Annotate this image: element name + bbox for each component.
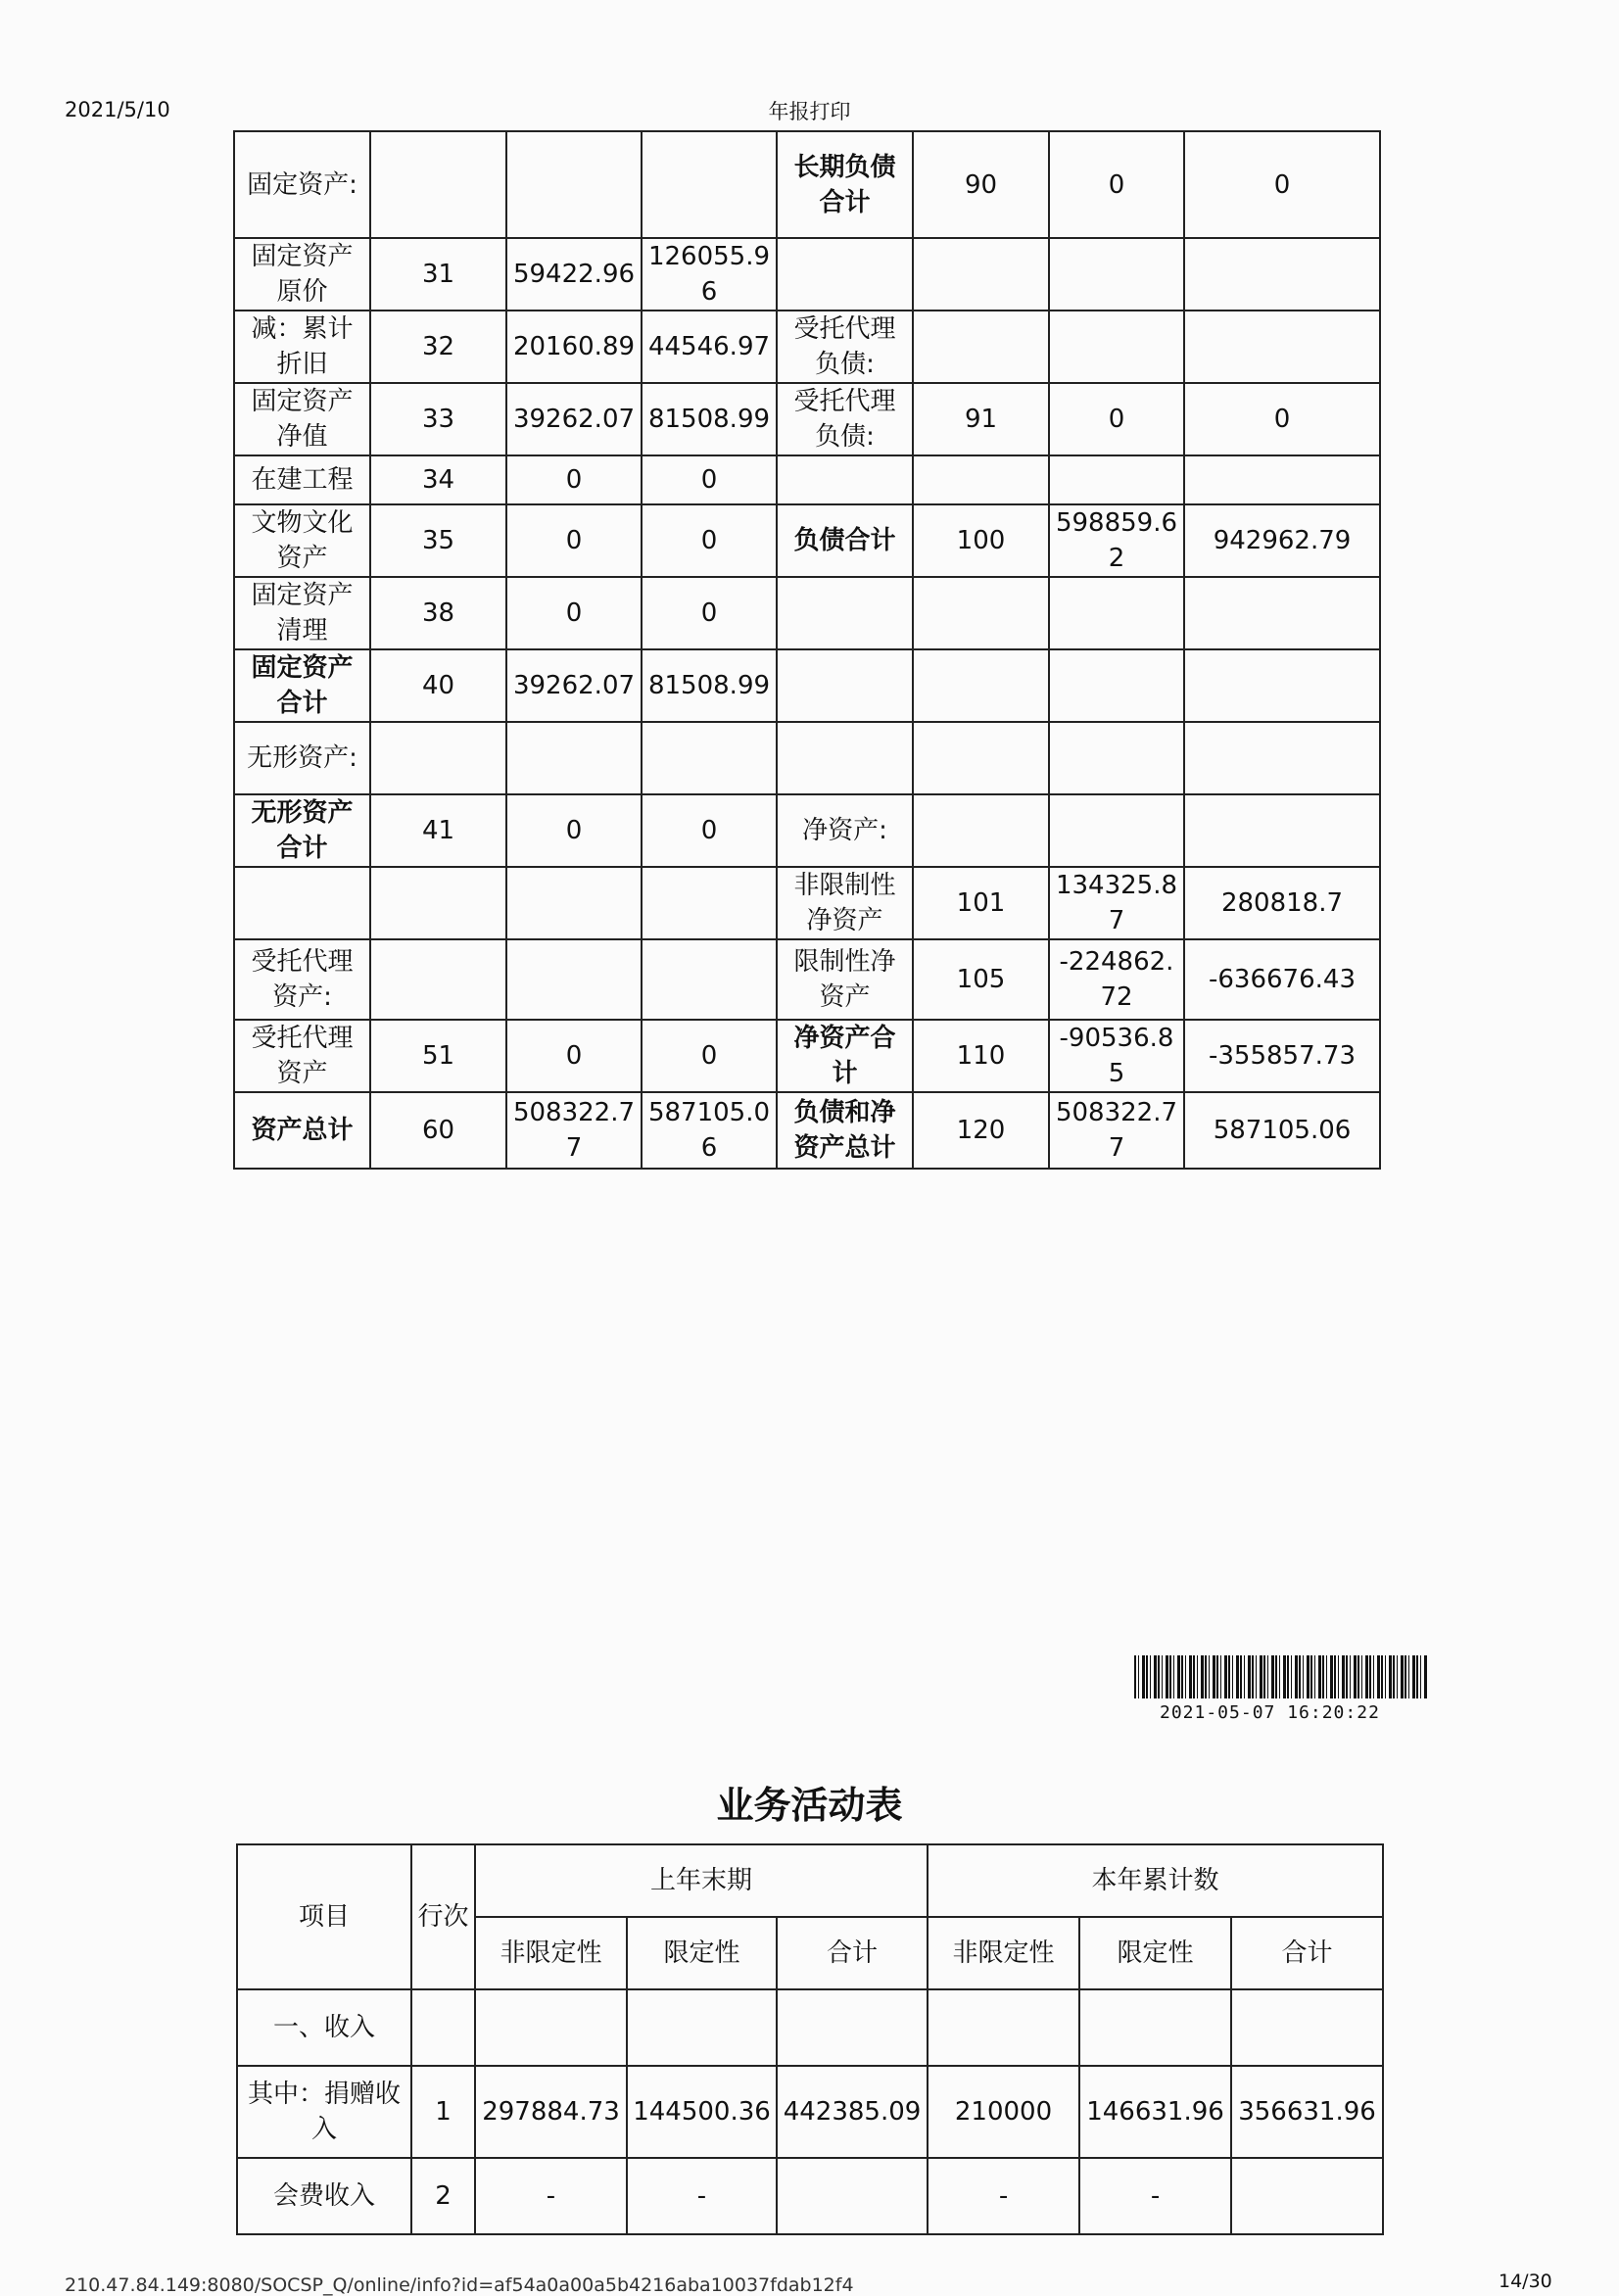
- balance-cell: 90: [913, 131, 1049, 238]
- balance-cell: 32: [370, 311, 506, 383]
- balance-cell: 0: [642, 577, 777, 649]
- activity-cell: 210000: [928, 2066, 1079, 2158]
- balance-cell: [370, 867, 506, 939]
- balance-cell: 0: [506, 455, 642, 504]
- balance-row: [234, 1020, 1380, 1092]
- activity-row: [237, 2066, 1383, 2158]
- balance-cell: [913, 455, 1049, 504]
- balance-cell: 91: [913, 383, 1049, 455]
- balance-cell: 0: [642, 504, 777, 577]
- balance-cell: 无形资产合计: [234, 794, 370, 867]
- balance-cell: 0: [506, 577, 642, 649]
- balance-row: [234, 504, 1380, 577]
- balance-row: [234, 455, 1380, 504]
- balance-cell: 126055.96: [642, 238, 777, 311]
- barcode-image: [1134, 1655, 1428, 1698]
- balance-cell: 长期负债合计: [777, 131, 913, 238]
- activity-cell: -: [1079, 2158, 1231, 2234]
- balance-cell: 负债和净资产总计: [777, 1092, 913, 1169]
- balance-row: [234, 577, 1380, 649]
- balance-cell: 受托代理资产:: [234, 939, 370, 1020]
- balance-row: [234, 794, 1380, 867]
- balance-cell: [777, 238, 913, 311]
- balance-cell: [506, 722, 642, 794]
- balance-cell: -636676.43: [1184, 939, 1380, 1020]
- balance-cell: 134325.87: [1049, 867, 1184, 939]
- balance-cell: 限制性净资产: [777, 939, 913, 1020]
- balance-cell: [1049, 722, 1184, 794]
- balance-cell: 20160.89: [506, 311, 642, 383]
- balance-cell: [777, 455, 913, 504]
- balance-cell: 39262.07: [506, 649, 642, 722]
- balance-cell: [777, 722, 913, 794]
- balance-cell: [913, 577, 1049, 649]
- activity-cell: 442385.09: [777, 2066, 928, 2158]
- balance-cell: 942962.79: [1184, 504, 1380, 577]
- balance-cell: [370, 939, 506, 1020]
- balance-cell: 508322.77: [1049, 1092, 1184, 1169]
- balance-cell: 508322.77: [506, 1092, 642, 1169]
- balance-cell: 60: [370, 1092, 506, 1169]
- balance-cell: [506, 939, 642, 1020]
- balance-row: [234, 131, 1380, 238]
- balance-cell: [642, 867, 777, 939]
- balance-cell: [1049, 311, 1184, 383]
- balance-cell: [1184, 238, 1380, 311]
- balance-cell: 受托代理负债:: [777, 311, 913, 383]
- activity-cell: 146631.96: [1079, 2066, 1231, 2158]
- activity-cell: 一、收入: [237, 1989, 411, 2066]
- activity-cell: [777, 2158, 928, 2234]
- balance-cell: 0: [506, 794, 642, 867]
- balance-cell: 40: [370, 649, 506, 722]
- page-number: 14/30: [1499, 2271, 1552, 2292]
- activity-subheader: 非限定性: [928, 1917, 1079, 1989]
- barcode-timestamp: 2021-05-07 16:20:22: [1160, 1702, 1380, 1723]
- balance-cell: 0: [642, 455, 777, 504]
- balance-cell: [1049, 649, 1184, 722]
- balance-sheet-table: [233, 130, 1381, 1170]
- balance-cell: 38: [370, 577, 506, 649]
- balance-cell: [506, 867, 642, 939]
- balance-cell: 81508.99: [642, 649, 777, 722]
- balance-cell: [506, 131, 642, 238]
- activity-cell: 其中：捐赠收入: [237, 2066, 411, 2158]
- balance-cell: [913, 238, 1049, 311]
- balance-cell: 0: [506, 504, 642, 577]
- activity-cell: [411, 1989, 475, 2066]
- balance-cell: 净资产合计: [777, 1020, 913, 1092]
- balance-cell: 固定资产原价: [234, 238, 370, 311]
- balance-cell: 0: [1049, 383, 1184, 455]
- activity-cell: 1: [411, 2066, 475, 2158]
- balance-cell: -355857.73: [1184, 1020, 1380, 1092]
- balance-cell: [913, 649, 1049, 722]
- balance-cell: [1184, 722, 1380, 794]
- balance-cell: 固定资产:: [234, 131, 370, 238]
- balance-cell: 0: [1184, 131, 1380, 238]
- balance-cell: 固定资产合计: [234, 649, 370, 722]
- balance-cell: [234, 867, 370, 939]
- activity-cell: -: [928, 2158, 1079, 2234]
- activity-row: [237, 2158, 1383, 2234]
- activity-header-line: 行次: [411, 1844, 475, 1989]
- print-date: 2021/5/10: [65, 98, 170, 121]
- print-title: 年报打印: [768, 100, 851, 123]
- balance-cell: [1184, 311, 1380, 383]
- balance-cell: -90536.85: [1049, 1020, 1184, 1092]
- balance-cell: [642, 131, 777, 238]
- balance-row: [234, 311, 1380, 383]
- activity-cell: [928, 1989, 1079, 2066]
- activity-cell: 2: [411, 2158, 475, 2234]
- balance-cell: 0: [506, 1020, 642, 1092]
- balance-cell: [777, 577, 913, 649]
- balance-cell: [1049, 238, 1184, 311]
- activity-header-curr: 本年累计数: [928, 1844, 1383, 1917]
- balance-cell: 负债合计: [777, 504, 913, 577]
- balance-cell: 固定资产净值: [234, 383, 370, 455]
- balance-cell: [913, 722, 1049, 794]
- balance-cell: [1049, 577, 1184, 649]
- balance-cell: 110: [913, 1020, 1049, 1092]
- activity-title: 业务活动表: [716, 1784, 903, 1827]
- activity-cell: [627, 1989, 777, 2066]
- activity-cell: [475, 1989, 627, 2066]
- balance-cell: 0: [642, 794, 777, 867]
- balance-cell: 资产总计: [234, 1092, 370, 1169]
- balance-cell: [777, 649, 913, 722]
- balance-cell: 81508.99: [642, 383, 777, 455]
- activity-cell: [1231, 1989, 1383, 2066]
- balance-cell: 44546.97: [642, 311, 777, 383]
- balance-cell: [913, 311, 1049, 383]
- balance-cell: 35: [370, 504, 506, 577]
- balance-row: [234, 722, 1380, 794]
- balance-cell: 文物文化资产: [234, 504, 370, 577]
- activity-cell: 297884.73: [475, 2066, 627, 2158]
- balance-cell: 587105.06: [1184, 1092, 1380, 1169]
- balance-cell: 100: [913, 504, 1049, 577]
- activity-cell: 会费收入: [237, 2158, 411, 2234]
- balance-cell: -224862.72: [1049, 939, 1184, 1020]
- activity-header-prev: 上年末期: [475, 1844, 928, 1917]
- balance-cell: [642, 722, 777, 794]
- activity-cell: -: [627, 2158, 777, 2234]
- balance-cell: 减：累计折旧: [234, 311, 370, 383]
- activity-subheader: 非限定性: [475, 1917, 627, 1989]
- balance-cell: 受托代理资产: [234, 1020, 370, 1092]
- balance-cell: [1184, 577, 1380, 649]
- balance-cell: 280818.7: [1184, 867, 1380, 939]
- balance-cell: [913, 794, 1049, 867]
- activity-cell: [1231, 2158, 1383, 2234]
- balance-cell: [1049, 455, 1184, 504]
- activity-cell: 356631.96: [1231, 2066, 1383, 2158]
- balance-cell: 101: [913, 867, 1049, 939]
- balance-row: [234, 867, 1380, 939]
- balance-cell: 无形资产:: [234, 722, 370, 794]
- balance-cell: [1184, 794, 1380, 867]
- balance-cell: [1049, 794, 1184, 867]
- activity-header-item: 项目: [237, 1844, 411, 1989]
- footer-url: 210.47.84.149:8080/SOCSP_Q/online/info?id=af54a0a00a5b4216aba10037fdab12f4: [65, 2274, 854, 2296]
- activity-subheader: 限定性: [1079, 1917, 1231, 1989]
- balance-row: [234, 649, 1380, 722]
- activity-subheader: 合计: [777, 1917, 928, 1989]
- balance-cell: 120: [913, 1092, 1049, 1169]
- balance-cell: 在建工程: [234, 455, 370, 504]
- balance-cell: [1184, 649, 1380, 722]
- balance-cell: 587105.06: [642, 1092, 777, 1169]
- activity-cell: [1079, 1989, 1231, 2066]
- activity-subheader: 限定性: [627, 1917, 777, 1989]
- activity-cell: 144500.36: [627, 2066, 777, 2158]
- balance-cell: 0: [1049, 131, 1184, 238]
- balance-cell: [1184, 455, 1380, 504]
- activity-cell: [777, 1989, 928, 2066]
- activity-cell: -: [475, 2158, 627, 2234]
- balance-cell: 净资产:: [777, 794, 913, 867]
- balance-cell: 39262.07: [506, 383, 642, 455]
- balance-cell: 31: [370, 238, 506, 311]
- balance-row: [234, 1092, 1380, 1169]
- balance-cell: 非限制性净资产: [777, 867, 913, 939]
- balance-cell: 59422.96: [506, 238, 642, 311]
- balance-cell: 受托代理负债:: [777, 383, 913, 455]
- balance-cell: 105: [913, 939, 1049, 1020]
- balance-cell: 34: [370, 455, 506, 504]
- balance-cell: [642, 939, 777, 1020]
- activity-row: [237, 1989, 1383, 2066]
- balance-cell: [370, 131, 506, 238]
- balance-cell: 41: [370, 794, 506, 867]
- balance-row: [234, 939, 1380, 1020]
- activity-subheader: 合计: [1231, 1917, 1383, 1989]
- balance-cell: [370, 722, 506, 794]
- balance-row: [234, 383, 1380, 455]
- balance-cell: 0: [1184, 383, 1380, 455]
- balance-cell: 33: [370, 383, 506, 455]
- balance-cell: 598859.62: [1049, 504, 1184, 577]
- balance-row: [234, 238, 1380, 311]
- balance-cell: 51: [370, 1020, 506, 1092]
- activity-table: [236, 1843, 1384, 2235]
- balance-cell: 0: [642, 1020, 777, 1092]
- balance-cell: 固定资产清理: [234, 577, 370, 649]
